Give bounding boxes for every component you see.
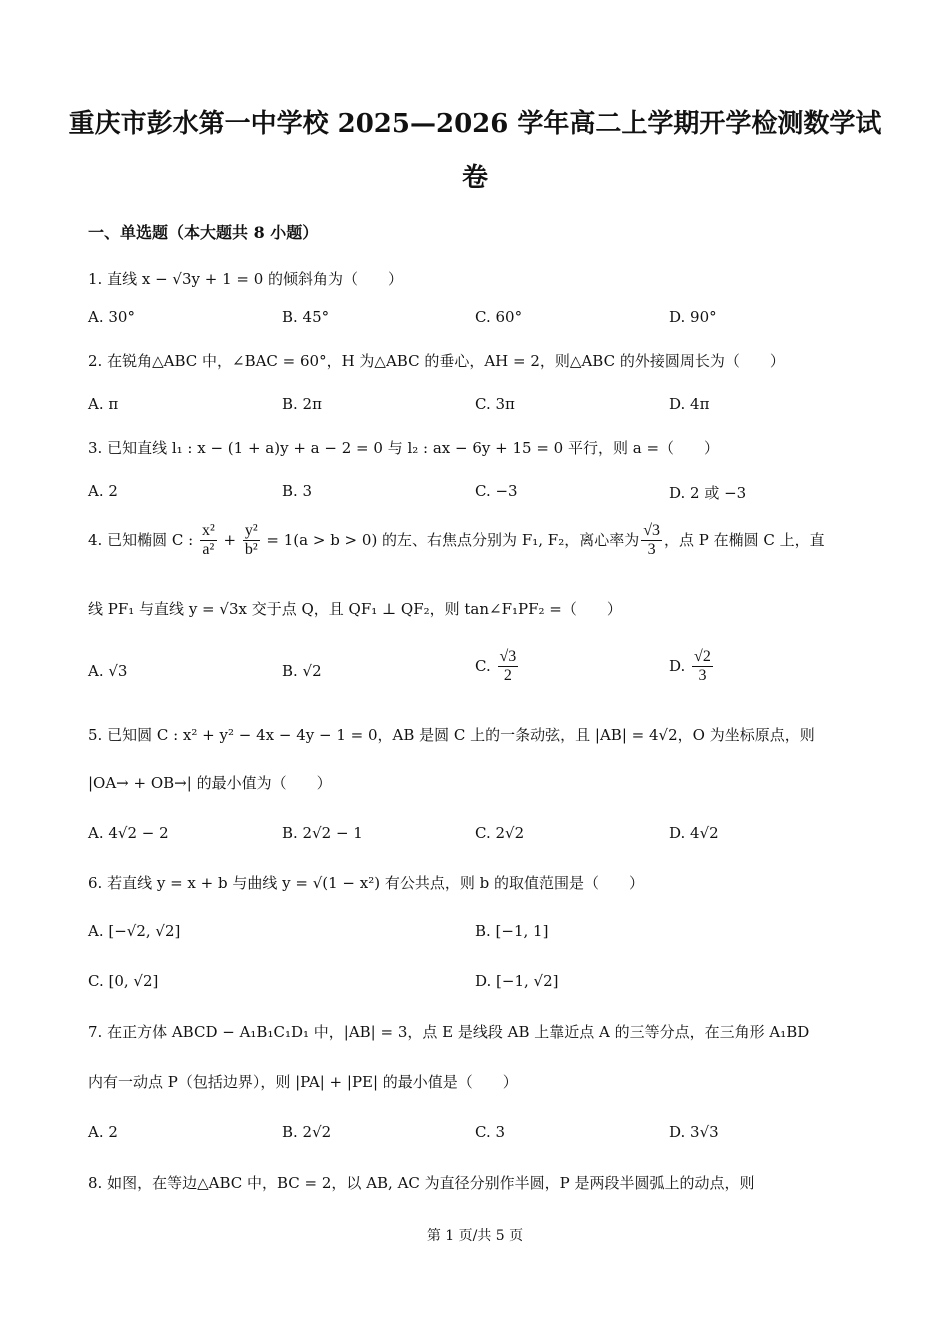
question-4-options	[88, 648, 878, 704]
option-a: A. 30°	[88, 308, 135, 326]
q4-plus: +	[218, 530, 241, 549]
frac-num: √2	[692, 648, 713, 667]
frac-den: 3	[647, 541, 656, 559]
question-5-options	[88, 824, 878, 854]
option-c: C. 3	[475, 1123, 506, 1141]
option-d-frac	[692, 648, 713, 686]
option-b: B. 2√2 − 1	[282, 824, 363, 842]
option-d	[669, 648, 715, 686]
frac-den: 3	[698, 667, 707, 685]
option-a: A. 2	[88, 1123, 118, 1141]
option-b: B. √2	[282, 662, 322, 680]
option-c: C. −3	[475, 482, 518, 500]
option-c-label: C.	[475, 656, 491, 675]
frac-num: √3	[641, 522, 662, 541]
question-2-options	[88, 395, 878, 425]
option-d: D. 4√2	[669, 824, 719, 842]
option-c: C. 3π	[475, 395, 515, 413]
question-7-stem: 7. 在正方体 ABCD − A₁B₁C₁D₁ 中，|AB| = 3，点 E 是线段 AB 上靠近点 A 的三等分点，在三角形 A₁BD	[88, 1023, 810, 1041]
option-d: D. [−1, √2]	[475, 972, 559, 990]
option-b: B. 2π	[282, 395, 322, 413]
q4-frac-x	[200, 522, 217, 560]
question-7-stem-line2: 内有一动点 P（包括边界），则 |PA| + |PE| 的最小值是（ ）	[88, 1073, 518, 1091]
option-d-label: D.	[669, 656, 686, 675]
option-b: B. 3	[282, 482, 313, 500]
frac-num: y²	[243, 522, 260, 541]
option-b: B. 2√2	[282, 1123, 332, 1141]
option-c: C. 60°	[475, 308, 523, 326]
option-b: B. [−1, 1]	[475, 922, 549, 940]
question-8-stem: 8. 如图，在等边△ABC 中，BC = 2，以 AB, AC 为直径分别作半圆，P 是两段半圆弧上的动点，则	[88, 1174, 755, 1192]
option-a: A. [−√2, √2]	[88, 922, 181, 940]
q4-stem-c: ，点 P 在椭圆 C 上，直	[664, 530, 825, 549]
question-6-stem: 6. 若直线 y = x + b 与曲线 y = √(1 − x²) 有公共点，则 b 的取值范围是（ ）	[88, 874, 644, 892]
question-3-stem: 3. 已知直线 l₁ : x − (1 + a)y + a − 2 = 0 与 l₂ : ax − 6y + 15 = 0 平行，则 a =（ ）	[88, 439, 720, 457]
option-a: A. π	[88, 395, 119, 413]
frac-num: √3	[498, 648, 519, 667]
frac-num: x²	[200, 522, 217, 541]
question-7-options	[88, 1123, 878, 1153]
question-2-stem: 2. 在锐角△ABC 中，∠BAC = 60°，H 为△ABC 的垂心，AH = 2，则△ABC 的外接圆周长为（ ）	[88, 352, 785, 370]
option-d: D. 90°	[669, 308, 717, 326]
section-heading: 一、单选题（本大题共 8 小题）	[88, 223, 319, 242]
paper-title-line1: 重庆市彭水第一中学校 2025—2026 学年高二上学期开学检测数学试	[68, 109, 882, 139]
frac-den: 2	[503, 667, 512, 685]
question-6-options-row2	[88, 972, 878, 1002]
option-d: D. 2 或 −3	[669, 484, 747, 502]
question-6-options-row1	[88, 922, 878, 952]
question-5-stem: 5. 已知圆 C : x² + y² − 4x − 4y − 1 = 0，AB 是圆 C 上的一条动弦，且 |AB| = 4√2，O 为坐标原点，则	[88, 726, 815, 744]
page-footer: 第 1 页/共 5 页	[426, 1228, 524, 1244]
question-1-stem: 1. 直线 x − √3y + 1 = 0 的倾斜角为（ ）	[88, 270, 404, 288]
option-c: C. 2√2	[475, 824, 525, 842]
option-c	[475, 648, 520, 686]
option-a: A. √3	[88, 662, 128, 680]
q4-stem-a: 4. 已知椭圆 C :	[88, 530, 194, 549]
q4-frac-y	[243, 522, 260, 560]
frac-den: a²	[202, 541, 215, 559]
q4-stem-b: = 1(a > b > 0) 的左、右焦点分别为 F₁, F₂，离心率为	[261, 530, 640, 549]
q4-frac-e	[641, 522, 662, 560]
question-3-options	[88, 482, 878, 512]
option-c: C. [0, √2]	[88, 972, 159, 990]
paper-title-line2: 卷	[461, 163, 488, 193]
option-d: D. 4π	[669, 395, 710, 413]
option-a: A. 4√2 − 2	[88, 824, 169, 842]
option-d: D. 3√3	[669, 1123, 719, 1141]
option-c-frac	[498, 648, 519, 686]
option-a: A. 2	[88, 482, 118, 500]
question-4-stem-line2: 线 PF₁ 与直线 y = √3x 交于点 Q，且 QF₁ ⊥ QF₂，则 tan∠F₁PF₂ =（ ）	[88, 600, 622, 618]
question-4-stem	[88, 522, 878, 560]
question-1-options	[88, 308, 878, 338]
question-5-stem-line2: |OA→ + OB→| 的最小值为（ ）	[88, 774, 332, 792]
frac-den: b²	[244, 541, 258, 559]
option-b: B. 45°	[282, 308, 330, 326]
